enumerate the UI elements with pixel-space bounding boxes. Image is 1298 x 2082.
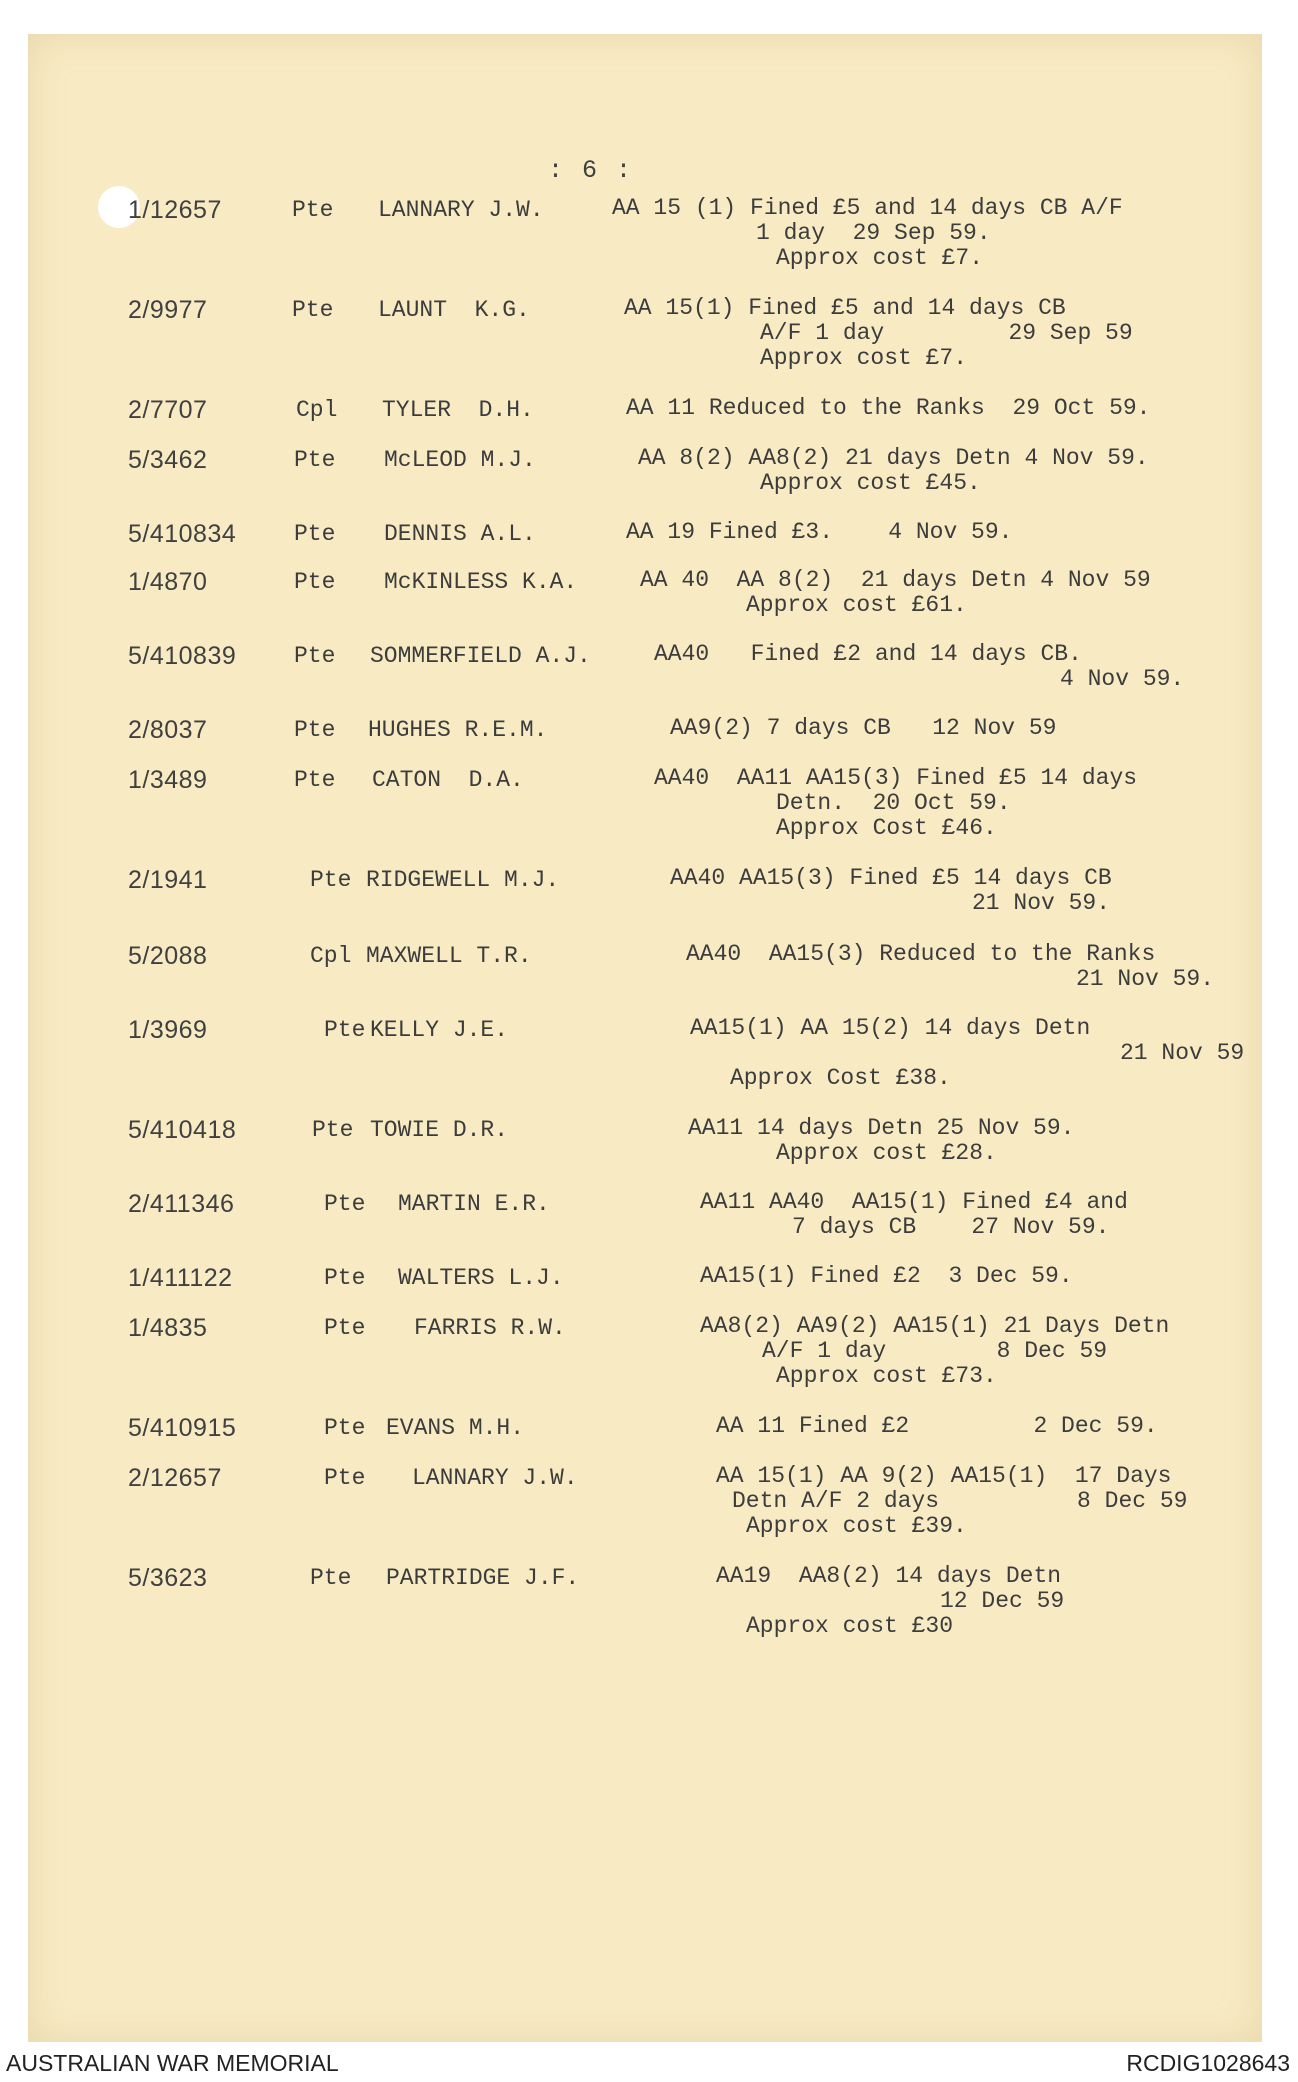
soldier-name: RIDGEWELL M.J. bbox=[366, 867, 560, 893]
rank: Pte bbox=[324, 1265, 366, 1291]
regimental-number: 2/9977 bbox=[128, 296, 208, 324]
charge-detail-line: AA 11 Fined £2 2 Dec 59. bbox=[716, 1413, 1158, 1439]
charge-detail-line: AA15(1) AA 15(2) 14 days Detn bbox=[690, 1015, 1091, 1041]
charge-detail-line: 21 Nov 59. bbox=[1076, 966, 1215, 992]
charge-detail-line: Approx cost £30 bbox=[746, 1613, 954, 1639]
charge-detail-line: Approx cost £7. bbox=[760, 345, 968, 371]
charge-detail-line: Approx cost £73. bbox=[776, 1363, 997, 1389]
regimental-number: 1/411122 bbox=[128, 1264, 233, 1292]
charge-detail-line: AA40 AA15(3) Fined £5 14 days CB bbox=[670, 865, 1112, 891]
soldier-name: McLEOD M.J. bbox=[384, 447, 536, 473]
charge-detail-line: AA11 14 days Detn 25 Nov 59. bbox=[688, 1115, 1075, 1141]
charge-detail-line: 4 Nov 59. bbox=[1060, 666, 1185, 692]
charge-detail-line: AA 11 Reduced to the Ranks 29 Oct 59. bbox=[626, 395, 1151, 421]
soldier-name: CATON D.A. bbox=[372, 767, 524, 793]
soldier-name: HUGHES R.E.M. bbox=[368, 717, 548, 743]
charge-detail-line: AA9(2) 7 days CB 12 Nov 59 bbox=[670, 715, 1057, 741]
soldier-name: LANNARY J.W. bbox=[378, 197, 544, 223]
charge-detail-line: Approx cost £28. bbox=[776, 1140, 997, 1166]
regimental-number: 5/410418 bbox=[128, 1116, 237, 1144]
rank: Pte bbox=[294, 569, 336, 595]
charge-detail-line: AA15(1) Fined £2 3 Dec 59. bbox=[700, 1263, 1073, 1289]
regimental-number: 2/8037 bbox=[128, 716, 208, 744]
rank: Pte bbox=[310, 867, 352, 893]
regimental-number: 5/410839 bbox=[128, 642, 237, 670]
charge-detail-line: Approx Cost £38. bbox=[730, 1065, 951, 1091]
regimental-number: 5/410915 bbox=[128, 1414, 237, 1442]
charge-detail-line: AA40 AA11 AA15(3) Fined £5 14 days bbox=[654, 765, 1138, 791]
soldier-name: SOMMERFIELD A.J. bbox=[370, 643, 591, 669]
soldier-name: DENNIS A.L. bbox=[384, 521, 536, 547]
charge-detail-line: AA8(2) AA9(2) AA15(1) 21 Days Detn bbox=[700, 1313, 1170, 1339]
rank: Pte bbox=[324, 1465, 366, 1491]
charge-detail-line: AA 8(2) AA8(2) 21 days Detn 4 Nov 59. bbox=[638, 445, 1149, 471]
charge-detail-line: 1 day 29 Sep 59. bbox=[756, 220, 991, 246]
charge-detail-line: AA 40 AA 8(2) 21 days Detn 4 Nov 59 bbox=[640, 567, 1151, 593]
soldier-name: WALTERS L.J. bbox=[398, 1265, 564, 1291]
regimental-number: 5/410834 bbox=[128, 520, 237, 548]
charge-detail-line: Approx Cost £46. bbox=[776, 815, 997, 841]
soldier-name: MAXWELL T.R. bbox=[366, 943, 532, 969]
rank: Cpl bbox=[296, 397, 338, 423]
charge-detail-line: AA 19 Fined £3. 4 Nov 59. bbox=[626, 519, 1013, 545]
charge-detail-line: A/F 1 day 29 Sep 59 bbox=[760, 320, 1133, 346]
regimental-number: 2/411346 bbox=[128, 1190, 235, 1218]
charge-detail-line: Detn A/F 2 days 8 Dec 59 bbox=[732, 1488, 1188, 1514]
soldier-name: PARTRIDGE J.F. bbox=[386, 1565, 580, 1591]
regimental-number: 1/12657 bbox=[128, 196, 222, 224]
rank: Pte bbox=[324, 1315, 366, 1341]
page-number: : 6 : bbox=[548, 156, 634, 185]
charge-detail-line: 21 Nov 59. bbox=[972, 890, 1111, 916]
regimental-number: 1/3969 bbox=[128, 1016, 208, 1044]
regimental-number: 5/2088 bbox=[128, 942, 208, 970]
regimental-number: 1/3489 bbox=[128, 766, 208, 794]
regimental-number: 2/12657 bbox=[128, 1464, 222, 1492]
charge-detail-line: 12 Dec 59 bbox=[940, 1588, 1065, 1614]
charge-detail-line: A/F 1 day 8 Dec 59 bbox=[762, 1338, 1108, 1364]
rank: Pte bbox=[310, 1565, 352, 1591]
regimental-number: 1/4870 bbox=[128, 568, 208, 596]
charge-detail-line: Detn. 20 Oct 59. bbox=[776, 790, 1011, 816]
rank: Pte bbox=[292, 197, 334, 223]
charge-detail-line: AA11 AA40 AA15(1) Fined £4 and bbox=[700, 1189, 1128, 1215]
charge-detail-line: AA 15(1) AA 9(2) AA15(1) 17 Days bbox=[716, 1463, 1172, 1489]
soldier-name: TYLER D.H. bbox=[382, 397, 534, 423]
regimental-number: 2/1941 bbox=[128, 866, 208, 894]
soldier-name: LAUNT K.G. bbox=[378, 297, 530, 323]
charge-detail-line: Approx cost £45. bbox=[760, 470, 981, 496]
rank: Pte bbox=[294, 521, 336, 547]
soldier-name: McKINLESS K.A. bbox=[384, 569, 578, 595]
charge-detail-line: AA19 AA8(2) 14 days Detn bbox=[716, 1563, 1062, 1589]
charge-detail-line: Approx cost £61. bbox=[746, 592, 967, 618]
soldier-name: KELLY J.E. bbox=[370, 1017, 509, 1043]
rank: Cpl bbox=[310, 943, 352, 969]
rank: Pte bbox=[294, 643, 336, 669]
rank: Pte bbox=[294, 447, 336, 473]
soldier-name: EVANS M.H. bbox=[386, 1415, 525, 1441]
rank: Pte bbox=[324, 1191, 366, 1217]
charge-detail-line: 7 days CB 27 Nov 59. bbox=[792, 1214, 1110, 1240]
charge-detail-line: 21 Nov 59 bbox=[1120, 1040, 1245, 1066]
charge-detail-line: AA40 Fined £2 and 14 days CB. bbox=[654, 641, 1082, 667]
charge-detail-line: AA40 AA15(3) Reduced to the Ranks bbox=[686, 941, 1156, 967]
rank: Pte bbox=[292, 297, 334, 323]
soldier-name: MARTIN E.R. bbox=[398, 1191, 550, 1217]
charge-detail-line: Approx cost £7. bbox=[776, 245, 984, 271]
regimental-number: 5/3623 bbox=[128, 1564, 208, 1592]
regimental-number: 5/3462 bbox=[128, 446, 208, 474]
rank: Pte bbox=[294, 767, 336, 793]
charge-detail-line: Approx cost £39. bbox=[746, 1513, 967, 1539]
rank: Pte bbox=[324, 1017, 366, 1043]
archive-credit: AUSTRALIAN WAR MEMORIAL bbox=[6, 2050, 339, 2076]
rank: Pte bbox=[312, 1117, 354, 1143]
charge-detail-line: AA 15(1) Fined £5 and 14 days CB bbox=[624, 295, 1066, 321]
soldier-name: LANNARY J.W. bbox=[412, 1465, 578, 1491]
soldier-name: FARRIS R.W. bbox=[414, 1315, 566, 1341]
regimental-number: 1/4835 bbox=[128, 1314, 208, 1342]
soldier-name: TOWIE D.R. bbox=[370, 1117, 509, 1143]
rank: Pte bbox=[294, 717, 336, 743]
regimental-number: 2/7707 bbox=[128, 396, 208, 424]
archive-reference: RCDIG1028643 bbox=[1126, 2050, 1290, 2076]
charge-detail-line: AA 15 (1) Fined £5 and 14 days CB A/F bbox=[612, 195, 1123, 221]
rank: Pte bbox=[324, 1415, 366, 1441]
